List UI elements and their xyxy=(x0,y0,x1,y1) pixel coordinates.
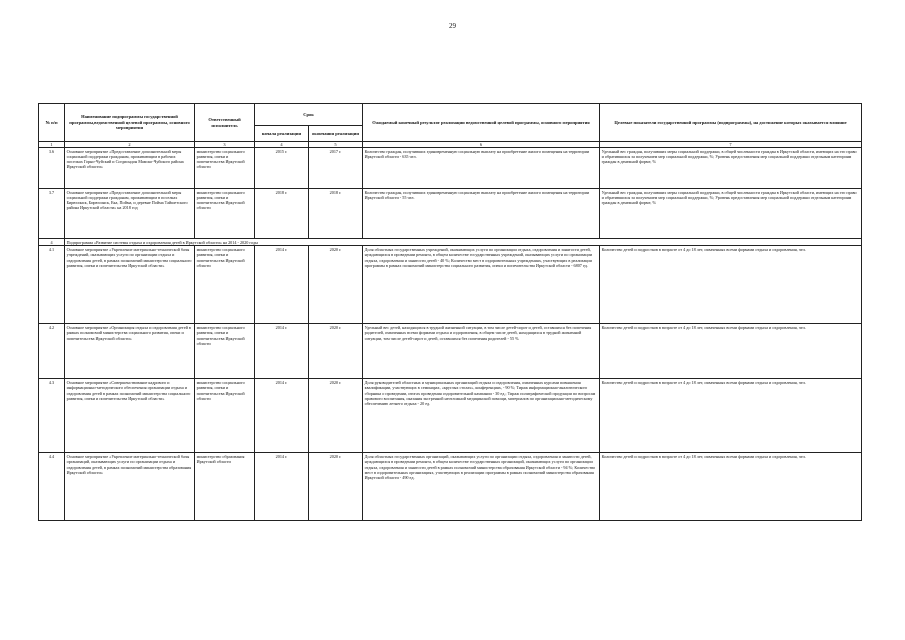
row-name: Основное мероприятие «Организация отдыха и оздоровления детей в рамках полномочий министерства социального развития, опеки и попечительства Иркутской области» xyxy=(65,324,195,379)
row-end: 2020 г. xyxy=(309,379,363,453)
row-start: 2018 г. xyxy=(255,189,309,239)
row-indicators: Количество детей и подростков в возрасте от 4 до 18 лет, охваченных всеми формами отдыха и оздоровления, чел. xyxy=(600,379,862,453)
row-start: 2014 г. xyxy=(255,324,309,379)
index-cell: 5 xyxy=(309,142,363,148)
section-number: 4 xyxy=(39,239,65,246)
row-executor: министерство социального развития, опеки и попечительства Иркутской области xyxy=(195,189,255,239)
header-end: окончания реализации xyxy=(309,126,363,142)
header-start: начала реализации xyxy=(255,126,309,142)
row-number: 4.2 xyxy=(39,324,65,379)
row-number: 4.4 xyxy=(39,453,65,521)
index-cell: 1 xyxy=(39,142,65,148)
row-end: 2020 г. xyxy=(309,246,363,324)
row-number: 4.3 xyxy=(39,379,65,453)
row-executor: министерство социального развития, опеки и попечительства Иркутской области xyxy=(195,324,255,379)
row-result: Удельный вес детей, находящихся в трудной жизненной ситуации, в том числе детей-сирот и детей, оставшихся без попечения родителей, охваченных всеми формами отдыха и оздоровления, в общем числе детей, находящихся в трудной жизненной ситуации, том числе детей-сирот и детей, оставшихся без попечения родителей - 55 % xyxy=(363,324,600,379)
row-executor: министерство социального развития, опеки и попечительства Иркутской области xyxy=(195,148,255,189)
row-name: Основное мероприятие «Совершенствование кадрового и информационно-методического обеспечения организации отдыха и оздоровления детей в рамках полномочий министерства социального развития, опеки и попечительства Иркутской области» xyxy=(65,379,195,453)
row-name: Основное мероприятие «Укрепление материально-технической базы организаций, оказывающих услуги по организации отдыха и оздоровления детей, в рамках полномочий министерства образования Иркутской области» xyxy=(65,453,195,521)
row-number: 3.6 xyxy=(39,148,65,189)
row-result: Доля руководителей областных и муниципальных организаций отдыха и оздоровления, охваченных курсами повышения квалификации, участвующих в семинарах, «круглых столах», конференциях, - 90 %; Тираж информационно-аналитического сборника о проведении, итогах проведения оздоровительной кампании - 30 ед.; Тираж полиграфической продукции по вопросам правового воспитания, оказания экстренной неотложной медицинской помощи, материалов по организационно-методическому обеспечению летнего отдыха - 20 ед. xyxy=(363,379,600,453)
header-indicators: Целевые показатели государственной программы (подпрограммы), на достижение которых оказывается влияние xyxy=(600,104,862,142)
header-executor: Ответственный исполнитель xyxy=(195,104,255,142)
row-executor: министерство образования Иркутской области xyxy=(195,453,255,521)
row-end: 2017 г. xyxy=(309,148,363,189)
header-term: Срок xyxy=(255,104,363,126)
row-indicators: Удельный вес граждан, получивших меры социальной поддержки, в общей численности граждан в Иркутской области, имеющих на это право и обратившихся за получением мер социальной поддержки, %; Уровень предоставления мер социальной поддержки отдельным категориям граждан в денежной форме, % xyxy=(600,148,862,189)
row-start: 2014 г. xyxy=(255,246,309,324)
row-start: 2014 г. xyxy=(255,379,309,453)
row-executor: министерство социального развития, опеки и попечительства Иркутской области xyxy=(195,379,255,453)
row-indicators: Удельный вес граждан, получивших меры социальной поддержки, в общей численности граждан в Иркутской области, имеющих на это право и обратившихся за получением мер социальной поддержки, %; Уровень предоставления мер социальной поддержки отдельным категориям граждан в денежной форме, % xyxy=(600,189,862,239)
index-cell: 3 xyxy=(195,142,255,148)
index-cell: 6 xyxy=(363,142,600,148)
table-row xyxy=(39,189,862,239)
row-executor: министерство социального развития, опеки и попечительства Иркутской области xyxy=(195,246,255,324)
index-cell: 7 xyxy=(600,142,862,148)
table-row xyxy=(39,148,862,189)
header-num: № п/п xyxy=(39,104,65,142)
section-row xyxy=(39,239,862,246)
row-start: 2015 г. xyxy=(255,148,309,189)
section-title: Подпрограмма «Развитие системы отдыха и оздоровления детей в Иркутской области» на 2014 - 2020 годы xyxy=(65,239,862,246)
table-row xyxy=(39,379,862,453)
header-row xyxy=(39,104,862,126)
row-start: 2014 г. xyxy=(255,453,309,521)
row-end: 2020 г. xyxy=(309,453,363,521)
row-indicators: Количество детей и подростков в возрасте от 4 до 18 лет, охваченных всеми формами отдыха и оздоровления, чел. xyxy=(600,246,862,324)
table-row xyxy=(39,324,862,379)
row-result: Доля областных государственных организаций, оказывающих услуги по организации отдыха, оздоровления и занятости детей, нуждающихся в проведении ремонта, в общем количестве государственных организаций, оказывающих услуги по организации отдыха, оздоровления и занятости детей в рамках полномочий министерства образования Иркутской области - 94 %; Количество мест в оздоровительных организациях, участвующих в реализации программы в рамках полномочий министерства образования Иркутской области - 490 ед. xyxy=(363,453,600,521)
row-result: Количество граждан, получивших единовременную социальную выплату на приобретение жилого помещения на территории Иркутской области - 635 чел. xyxy=(363,148,600,189)
header-name: Наименование подпрограммы государственной программы,ведомственной целевой программы, основного мероприятия xyxy=(65,104,195,142)
row-number: 4.1 xyxy=(39,246,65,324)
page-number: 29 xyxy=(449,22,456,30)
row-indicators: Количество детей и подростков в возрасте от 4 до 18 лет, охваченных всеми формами отдыха и оздоровления, чел. xyxy=(600,324,862,379)
header-result: Ожидаемый конечный результат реализации ведомственной целевой программы, основного мероприятия xyxy=(363,104,600,142)
activities-table xyxy=(38,103,862,521)
index-cell: 4 xyxy=(255,142,309,148)
table-row xyxy=(39,453,862,521)
index-cell: 2 xyxy=(65,142,195,148)
row-name: Основное мероприятие «Укрепление материально-технической базы учреждений, оказывающих услуги по организации отдыха и оздоровления детей, в рамках полномочий министерства социального развития, опеки и попечительства Иркутской области» xyxy=(65,246,195,324)
row-result: Доля областных государственных учреждений, оказывающих услуги по организации отдыха, оздоровления и занятости детей, нуждающихся в проведении ремонта, в общем количестве государственных учреждений, оказывающих услуги по организации отдыха, оздоровления и занятости детей - 40 %; Количество мест в оздоровительных учреждениях, участвующих в реализации программы в рамках полномочий министерства социального развития, опеки и попечительства Иркутской области - 6807 ед. xyxy=(363,246,600,324)
row-end: 2020 г. xyxy=(309,324,363,379)
row-end: 2018 г. xyxy=(309,189,363,239)
row-result: Количество граждан, получивших единовременную социальную выплату на приобретение жилого помещения на территории Иркутской области - 55 чел. xyxy=(363,189,600,239)
row-number: 3.7 xyxy=(39,189,65,239)
row-indicators: Количество детей и подростков в возрасте от 4 до 18 лет, охваченных всеми формами отдыха и оздоровления, чел. xyxy=(600,453,862,521)
row-name: Основное мероприятие «Предоставление дополнительной меры социальной поддержки гражданам, проживающим в поселках Бирюсинск, Бирюсинск, Ека, Пойма, и деревне Пойма Тайшетского района Иркутской области» на 2018 год xyxy=(65,189,195,239)
row-name: Основное мероприятие «Предоставление дополнительной меры социальной поддержки гражданам, проживающим в рабочих поселках Горно-Чуйский и Согдиондон Мамско-Чуйского района Иркутской области» xyxy=(65,148,195,189)
table-row xyxy=(39,246,862,324)
